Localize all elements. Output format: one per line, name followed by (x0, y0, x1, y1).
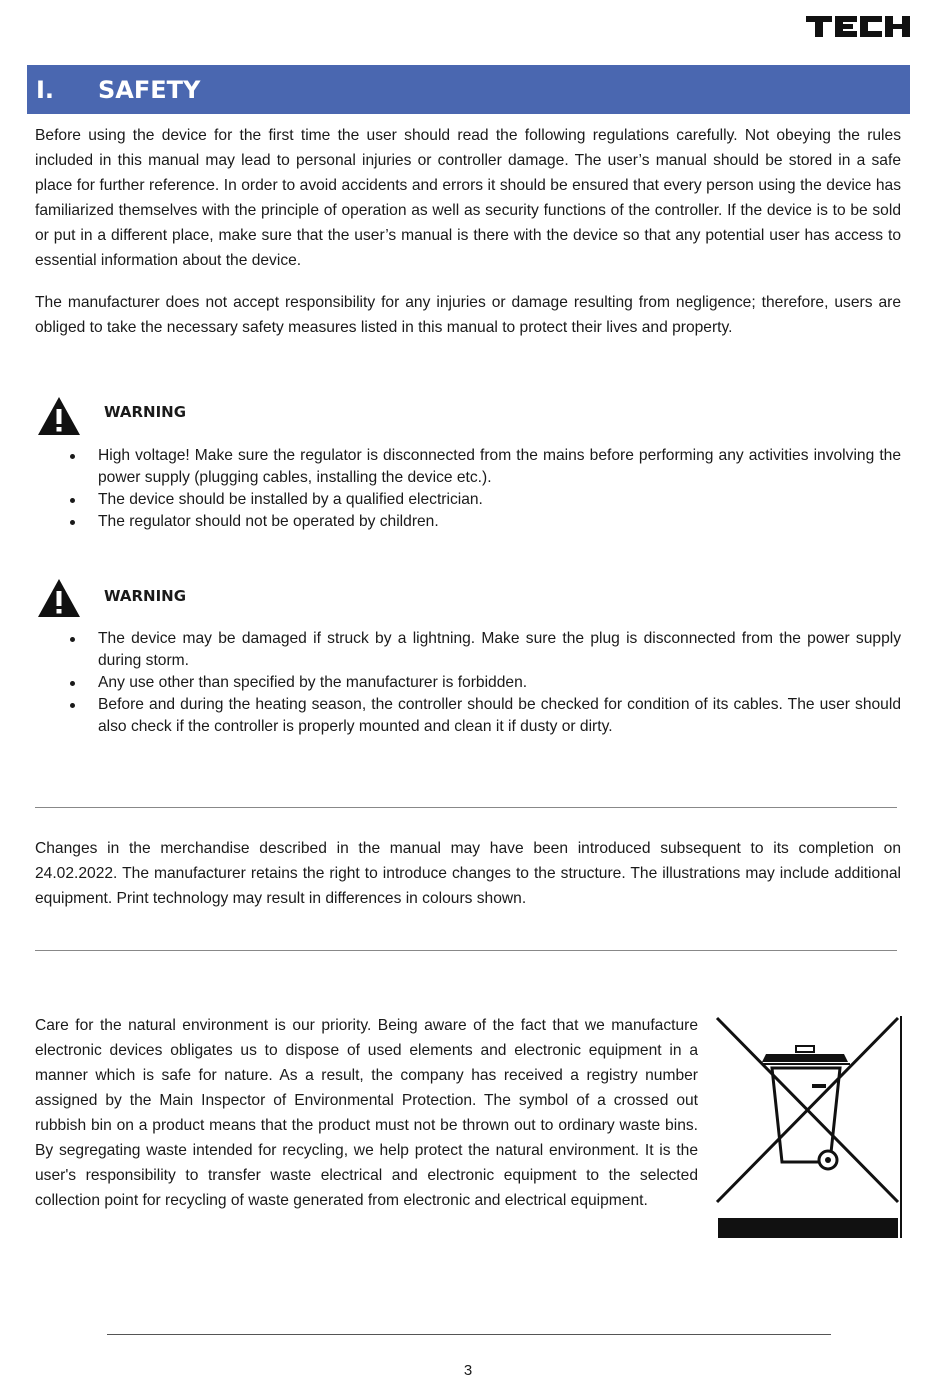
warning-title-2: WARNING (104, 587, 187, 605)
changes-note: Changes in the merchandise described in the manual may have been introduced subsequent to its completion on 24.02.2022. The manufacturer retains the right to introduce changes to the structure. The illustrations may include additional equipment. Print technology may result in differences in colours shown. (35, 840, 901, 907)
section-header (27, 65, 910, 114)
list-item: High voltage! Make sure the regulator is disconnected from the mains before performing any activities involving the power supply (plugging cables, installing the device etc.). (70, 445, 901, 489)
warning-title-1: WARNING (104, 403, 187, 421)
warning-list-2 (70, 628, 901, 738)
list-item: The regulator should not be operated by children. (70, 511, 901, 533)
environment-note: Care for the natural environment is our priority. Being aware of the fact that we manufacture electronic devices obligates us to dispose of used elements and electronic equipment in a manner which is safe for nature. As a result, the company has received a registry number assigned by the Main Inspector of Environmental Protection. The symbol of a crossed out rubbish bin on a product means that the product must not be thrown out to ordinary waste bins. By segregating waste intended for recycling, we help protect the natural environment. It is the user's responsibility to transfer waste electrical and electronic equipment to the selected collection point for recycling of waste generated from electronic and electrical equipment. (35, 1017, 698, 1209)
section-title: SAFETY (98, 75, 201, 104)
intro-paragraph-2: The manufacturer does not accept responsibility for any injuries or damage resulting from negligence; therefore, users are obliged to take the necessary safety measures listed in this manual to protect their lives and property. (35, 294, 901, 336)
divider (35, 807, 897, 808)
tech-logo (806, 14, 910, 43)
list-item: The device may be damaged if struck by a lightning. Make sure the plug is disconnected from the power supply during storm. (70, 628, 901, 672)
crossed-out-bin-icon (714, 1014, 904, 1240)
intro-paragraph-1: Before using the device for the first time the user should read the following regulations carefully. Not obeying the rules included in this manual may lead to personal injuries or controller damage. The user’s manual should be stored in a safe place for further reference. In order to avoid accidents and errors it should be ensured that every person using the device has familiarized themselves with the principle of operation as well as security functions of the controller. If the device is to be sold or put in a different place, make sure that the user’s manual is there with the device so that any potential user has access to essential information about the device. (35, 127, 901, 269)
divider (35, 950, 897, 951)
list-item: Before and during the heating season, the controller should be checked for condition of its cables. The user should also check if the controller is properly mounted and clean it if dusty or dirty. (70, 694, 901, 738)
page-number: 3 (463, 1362, 473, 1379)
list-item: The device should be installed by a qualified electrician. (70, 489, 901, 511)
section-number: I. (36, 75, 55, 104)
warning-triangle-icon (37, 578, 81, 618)
warning-triangle-icon (37, 396, 81, 436)
list-item: Any use other than specified by the manufacturer is forbidden. (70, 672, 901, 694)
warning-list-1 (70, 445, 901, 533)
footer-rule (107, 1334, 831, 1335)
